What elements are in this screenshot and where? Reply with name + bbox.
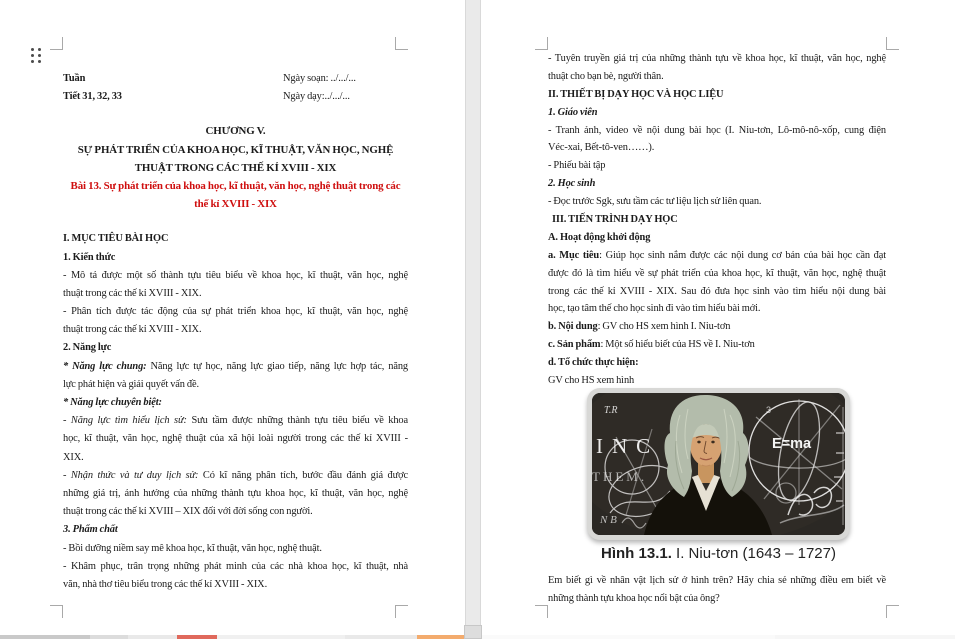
text-line: [548, 336, 886, 354]
text-run: lực phát hiện và giải quyết vấn đề.: [63, 378, 199, 390]
text-line: [548, 300, 886, 318]
text-line: [63, 285, 408, 303]
text-run: - Tranh ảnh, video về nội dung bài học (I. Niu-tơn, Lô-mô-nô-xốp, cung điện: [548, 124, 886, 136]
newton-figure: [587, 388, 850, 562]
text-run: * Năng lực chuyên biệt:: [63, 397, 162, 408]
taskbar-segment: [417, 635, 467, 639]
text-run: Ngày dạy:../.../...: [283, 91, 350, 103]
text-run: b. Nội dung: [548, 321, 598, 333]
text-run: thế kỉ XVIII - XIX: [194, 198, 277, 211]
taskbar-segment: [345, 635, 417, 639]
page-2: [481, 0, 955, 635]
taskbar-segment: [177, 635, 217, 639]
text-line: [63, 503, 408, 521]
text-line: [63, 558, 408, 576]
text-line: [63, 449, 408, 467]
figure-caption-label: Hình 13.1.: [601, 545, 672, 562]
text-line: [63, 358, 408, 376]
text-line: [548, 122, 886, 140]
text-run: CHƯƠNG V.: [205, 125, 266, 138]
chalk-letters: INC: [596, 434, 660, 458]
text-boundary-mark: [886, 37, 899, 50]
text-line: [548, 175, 886, 193]
text-run: A. Hoạt động khởi động: [548, 231, 651, 243]
text-run: -: [63, 469, 71, 481]
text-run: III. TIẾN TRÌNH DẠY HỌC: [552, 214, 678, 226]
text-run: 2. Năng lực: [63, 342, 112, 354]
text-run: c. Sản phẩm: [548, 339, 601, 351]
line-spacer: [63, 213, 408, 230]
text-run: 1. Giáo viên: [548, 106, 598, 118]
text-run: Ngày soạn: ../.../...: [283, 73, 356, 84]
text-line: [548, 68, 886, 86]
taskbar-segment: [775, 635, 955, 639]
text-line: [548, 157, 886, 175]
text-line: [63, 88, 408, 106]
text-boundary-mark: [395, 605, 408, 618]
figure-caption-text: I. Niu-tơn (1643 – 1727): [671, 545, 836, 562]
text-run: những thành tựu khoa học nổi bật của ông?: [548, 592, 720, 604]
chalk-script-top: T.R: [604, 405, 618, 416]
text-line: [548, 354, 886, 372]
text-run: I. MỤC TIÊU BÀI HỌC: [63, 233, 169, 245]
text-boundary-mark: [50, 605, 63, 618]
text-run: II. THIẾT BỊ DẠY HỌC VÀ HỌC LIỆU: [548, 88, 724, 100]
text-run: a. Mục tiêu: [548, 249, 600, 261]
text-line: [63, 576, 408, 594]
text-run: Tuần: [63, 73, 86, 84]
chalk-word: THEM.: [592, 469, 648, 484]
taskbar-segment: [217, 635, 345, 639]
chalk-digit: 3: [766, 405, 772, 415]
text-line: [63, 485, 408, 503]
text-line: [548, 229, 886, 247]
text-run: Năng lực tìm hiểu lịch sử:: [70, 415, 192, 427]
figure-caption: [587, 545, 850, 562]
text-line: [63, 467, 408, 485]
text-run: - Bồi dưỡng niềm say mê khoa học, kĩ thuật, văn học, nghệ thuật.: [63, 542, 322, 554]
text-line: [63, 394, 408, 412]
text-run: 3. Phẩm chất: [63, 524, 118, 536]
text-line: [63, 412, 408, 430]
text-run: GV cho HS xem hình: [548, 375, 635, 387]
text-line: [63, 339, 408, 357]
text-run: thuật trong các thế kỉ XVIII - XIX.: [63, 287, 202, 299]
page-1: [0, 0, 465, 635]
text-line: [548, 50, 886, 68]
text-line: [63, 303, 408, 321]
text-line: [548, 139, 886, 157]
text-line: [63, 141, 408, 159]
text-run: Bài 13. Sự phát triển của khoa học, kĩ thuật, văn học, nghệ thuật trong các: [70, 179, 401, 192]
text-run: : Giúp học sinh nắm được các nội dung cơ bản của bài học cần đạt: [599, 249, 886, 261]
text-run: 1. Kiến thức: [63, 251, 116, 263]
text-line: [63, 70, 408, 88]
text-line: [548, 265, 886, 283]
text-run: -: [63, 415, 71, 427]
text-line: [63, 195, 408, 213]
newton-photo: [592, 393, 845, 535]
text-run: Sưu tầm được những thành tựu tiêu biểu về khoa: [191, 415, 408, 427]
text-run: - Mô tả được một số thành tựu tiêu biểu về khoa học, kĩ thuật, văn học, nghệ: [63, 269, 408, 281]
photo-frame: [587, 388, 850, 540]
text-run: Véc-xai, Bết-tô-ven……).: [548, 142, 655, 154]
text-boundary-mark: [395, 37, 408, 50]
text-line: [548, 86, 886, 104]
text-line: [63, 321, 408, 339]
text-run: - Đọc trước Sgk, sưu tầm các tư liệu lịch sử liên quan.: [548, 196, 762, 208]
text-run: XIX.: [63, 451, 84, 463]
text-run: Có kĩ năng phân tích, bước đầu đánh giá được: [202, 469, 408, 481]
text-run: học, kĩ thuật, văn học, nghệ thuật của xã hội loài người trong các thế kỉ XVIII -: [63, 433, 408, 445]
text-run: học, tạo tâm thế cho học sinh đi vào tìm hiểu bài mới.: [548, 303, 761, 315]
text-run: - Khâm phục, trân trọng những phát minh của các nhà khoa học, kĩ thuật, nhà: [63, 560, 408, 572]
taskbar-segment: [90, 635, 128, 639]
page-1-text: [63, 70, 408, 594]
text-line: [63, 159, 408, 177]
text-line: [63, 540, 408, 558]
text-run: - Tuyên truyền giá trị của những thành tựu về khoa học, kĩ thuật, văn học, nghệ: [548, 53, 886, 64]
chalk-formula: E=ma: [772, 436, 812, 452]
text-boundary-mark: [535, 605, 548, 618]
text-line: [548, 572, 886, 590]
text-run: Nhận thức và tư duy lịch sử:: [70, 469, 203, 481]
text-line: [548, 590, 886, 608]
text-boundary-mark: [535, 37, 548, 50]
text-run: được đó là tìm hiểu về sự phát triển của khoa học, kĩ thuật, văn học, nghệ thuật: [548, 267, 886, 279]
text-run: d. Tổ chức thực hiện:: [548, 357, 639, 369]
taskbar-segment: [128, 635, 177, 639]
text-line: [63, 249, 408, 267]
newton-illustration: [592, 393, 845, 535]
text-line: [548, 247, 886, 265]
text-run: thuật trong các thế kỉ XVIII - XIX.: [63, 324, 202, 336]
page-gap: [465, 0, 481, 635]
text-line: [63, 376, 408, 394]
text-run: - Phiếu bài tập: [548, 160, 606, 172]
taskbar-segment: [481, 635, 775, 639]
text-run: THUẬT TRONG CÁC THẾ KỈ XVIII - XIX: [134, 161, 337, 174]
text-run: thuật cho bạn bè, người thân.: [548, 70, 664, 82]
text-line: [548, 318, 886, 336]
text-line: [63, 430, 408, 448]
text-line: [548, 283, 886, 301]
text-run: SỰ PHÁT TRIỂN CỦA KHOA HỌC, KĨ THUẬT, VĂN HỌC, NGHỆ: [77, 143, 394, 156]
text-run: trong các thế kỉ XVIII - XIX. Sau đó đưa học sinh vào tìm hiểu nội dung bài: [548, 285, 886, 297]
text-run: thuật trong các thế kỉ XVIII – XIX đối với đời sống con người.: [63, 506, 313, 518]
text-run: 2. Học sinh: [548, 178, 596, 190]
text-line: [548, 193, 886, 211]
text-boundary-mark: [886, 605, 899, 618]
text-run: Tiết 31, 32, 33: [63, 91, 122, 103]
text-line: [63, 230, 408, 248]
text-line: [63, 177, 408, 195]
text-boundary-mark: [50, 37, 63, 50]
text-line: [63, 521, 408, 539]
text-line: [63, 267, 408, 285]
taskbar-segment: [0, 635, 90, 639]
text-run: văn, nhà thơ tiêu biểu trong các thế kỉ XVIII - XIX.: [63, 578, 268, 590]
line-spacer: [63, 106, 408, 122]
text-line: [548, 104, 886, 122]
drag-handle-icon[interactable]: [31, 48, 41, 63]
text-run: - Phân tích được tác động của sự phát triển khoa học, kĩ thuật, văn học, nghệ: [63, 306, 408, 318]
chalk-script-bottom: N B: [600, 514, 617, 526]
text-line: [548, 211, 886, 229]
text-run: Em biết gì về nhân vật lịch sử ở hình trên? Hãy chia sẻ những điều em biết về: [548, 574, 886, 586]
text-run: những giá trị, ảnh hưởng của những thành tựu khoa học, kĩ thuật, văn học, nghệ: [63, 487, 408, 499]
text-run: : GV cho HS xem hình I. Niu-tơn: [597, 321, 731, 333]
text-run: * Năng lực chung:: [63, 360, 151, 372]
text-run: : Một số hiểu biết của HS về I. Niu-tơn: [600, 339, 755, 351]
text-line: [63, 122, 408, 140]
page-gap-shadow: [464, 625, 482, 639]
text-run: Năng lực tự học, năng lực giao tiếp, năng lực hợp tác, năng: [150, 360, 408, 372]
